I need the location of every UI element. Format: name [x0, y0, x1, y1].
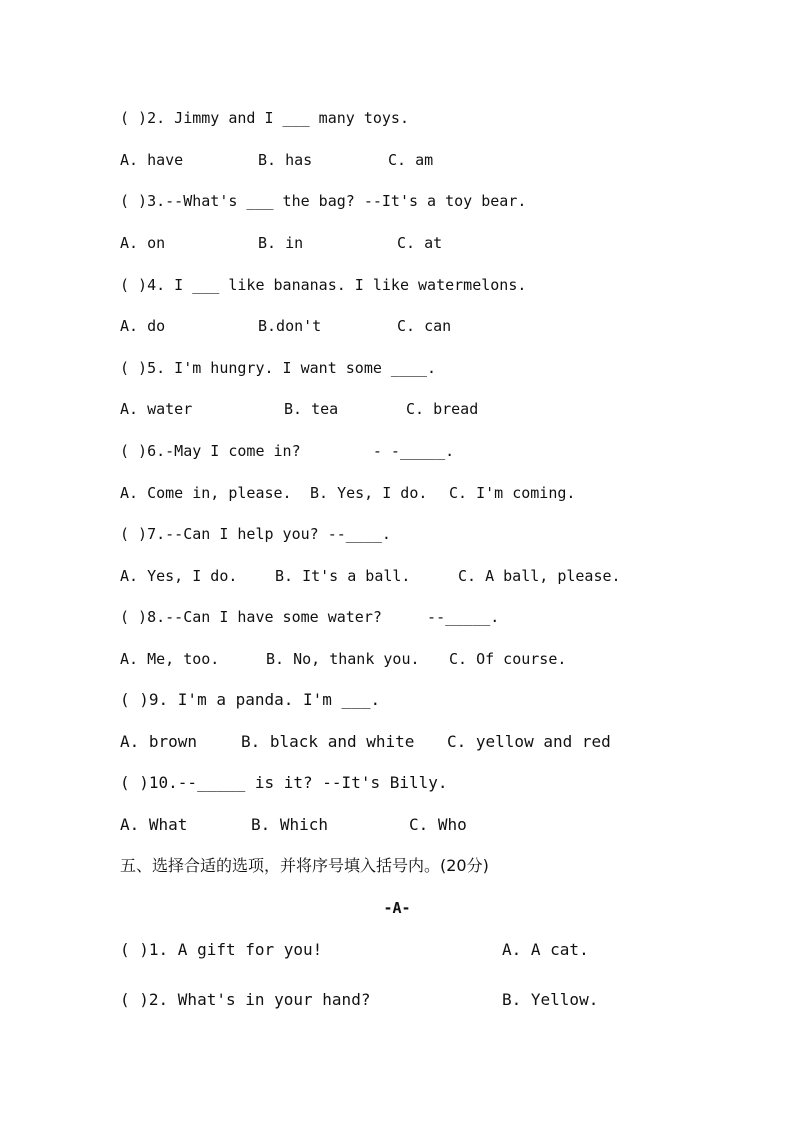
- section-5-heading: 五、选择合适的选项，并将序号填入括号内。(20分): [120, 856, 489, 875]
- q2-option-a: A. have: [120, 151, 184, 169]
- q4-option-a: A. do: [120, 317, 166, 335]
- q3-option-b: B. in: [258, 234, 304, 252]
- section-5-part-label: -A-: [383, 899, 411, 917]
- q2-option-c: C. am: [388, 151, 434, 169]
- q6-option-c: C. I'm coming.: [449, 484, 576, 502]
- q10-option-a: A. What: [120, 815, 188, 834]
- match-question-1: ( )1. A gift for you!: [120, 940, 323, 959]
- question-2: ( )2. Jimmy and I ___ many toys.: [120, 109, 409, 127]
- question-4: ( )4. I ___ like bananas. I like watermelons.: [120, 276, 527, 294]
- q6-option-b: B. Yes, I do.: [310, 484, 428, 502]
- match-answer-a: A. A cat.: [502, 940, 589, 959]
- q9-option-a: A. brown: [120, 732, 198, 751]
- q6-option-a: A. Come in, please.: [120, 484, 292, 502]
- q10-option-b: B. Which: [251, 815, 329, 834]
- q10-option-c: C. Who: [409, 815, 467, 834]
- question-7: ( )7.--Can I help you? --____.: [120, 525, 391, 543]
- question-3: ( )3.--What's ___ the bag? --It's a toy bear.: [120, 192, 527, 210]
- q7-option-c: C. A ball, please.: [458, 567, 621, 585]
- q4-option-c: C. can: [397, 317, 452, 335]
- q8-option-b: B. No, thank you.: [266, 650, 420, 668]
- q8-option-c: C. Of course.: [449, 650, 567, 668]
- q5-option-b: B. tea: [284, 400, 339, 418]
- q8-option-a: A. Me, too.: [120, 650, 220, 668]
- question-5: ( )5. I'm hungry. I want some ____.: [120, 359, 437, 377]
- question-9: ( )9. I'm a panda. I'm ___.: [120, 690, 381, 709]
- q5-option-a: A. water: [120, 400, 193, 418]
- q9-option-b: B. black and white: [241, 732, 415, 751]
- q3-option-a: A. on: [120, 234, 166, 252]
- q2-option-b: B. has: [258, 151, 313, 169]
- question-6: ( )6.-May I come in? - -_____.: [120, 442, 455, 460]
- match-answer-b: B. Yellow.: [502, 990, 599, 1009]
- question-8: ( )8.--Can I have some water? --_____.: [120, 608, 500, 626]
- q3-option-c: C. at: [397, 234, 443, 252]
- question-10: ( )10.--_____ is it? --It's Billy.: [120, 773, 448, 792]
- match-question-2: ( )2. What's in your hand?: [120, 990, 371, 1009]
- q5-option-c: C. bread: [406, 400, 479, 418]
- q4-option-b: B.don't: [258, 317, 322, 335]
- q7-option-b: B. It's a ball.: [275, 567, 411, 585]
- q7-option-a: A. Yes, I do.: [120, 567, 238, 585]
- q9-option-c: C. yellow and red: [447, 732, 611, 751]
